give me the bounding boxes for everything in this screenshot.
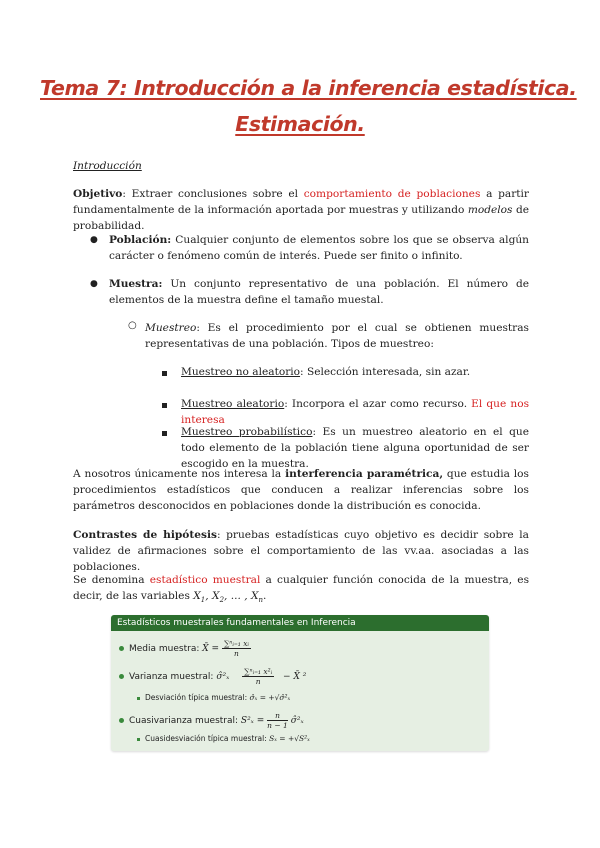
muestreo-paragraph	[145, 320, 529, 352]
interferencia-paragraph	[73, 466, 529, 514]
item-formula: σ̂²ₓ	[216, 672, 230, 682]
section-heading-introduccion: Introducción	[73, 160, 142, 172]
estadisticos-box	[111, 615, 489, 751]
poblacion-text: Cualquier conjunto de elementos sobre los que se observa algún carácter o fenómeno común de interés. Puede ser finito o infinito.	[109, 234, 529, 262]
frac-den: n	[255, 677, 261, 686]
box-item-varianza	[119, 667, 306, 686]
interferencia-text-2: que estudia los procedimientos estadísticos que conducen a realizar inferencias sobre los parámetros desconocidos en poblaciones donde la distribución es conocida.	[73, 468, 529, 512]
item-formula: Sₓ = +√S²ₓ	[269, 734, 310, 743]
item-formula: S²ₓ =	[240, 716, 265, 726]
item-extra: σ̂²ₓ	[290, 716, 304, 726]
var-x: X	[193, 590, 201, 602]
tipo-label: Muestreo no aleatorio	[181, 366, 301, 378]
sub-2: 2	[219, 596, 225, 605]
tipo-note: El que nos interesa	[181, 398, 530, 426]
frac-den: n	[234, 649, 239, 658]
sub-1: 1	[200, 596, 206, 605]
tipo-label: Muestreo aleatorio	[181, 398, 285, 410]
item-label: Cuasidesviación típica muestral:	[145, 734, 267, 743]
estadistico-highlight: estadístico muestral	[149, 574, 261, 586]
tipo-muestreo-item	[181, 364, 529, 380]
tipo-muestreo-item	[181, 424, 529, 472]
variables-formula	[193, 590, 264, 605]
bullet-dot-icon: ●	[90, 279, 98, 289]
objetivo-text-2: a partir fundamentalmente de la información aportada por muestras y utilizando	[73, 188, 529, 216]
page-title: Tema 7: Introducción a la inferencia estadística.	[40, 76, 577, 100]
item-label: Desviación típica muestral:	[145, 693, 248, 702]
box-item-cuasidesviacion	[137, 734, 310, 743]
tipo-text: : Selección interesada, sin azar.	[300, 366, 471, 378]
green-bullet-icon	[119, 718, 124, 723]
var-x: X	[212, 590, 220, 602]
sep: , ... ,	[224, 590, 251, 602]
frac-num: n	[267, 711, 288, 721]
muestra-text: Un conjunto representativo de una población. El número de elementos de la muestra define el tamaño muestal.	[109, 278, 529, 306]
poblacion-label: Población:	[109, 234, 172, 246]
item-label: Cuasivarianza muestral:	[129, 716, 239, 726]
objetivo-text-3: de probabilidad.	[73, 204, 529, 232]
item-formula: X̄ =	[202, 644, 220, 654]
bullet-dot-icon: ●	[90, 235, 98, 245]
sep: ,	[205, 590, 213, 602]
item-fraction	[242, 667, 274, 686]
tipo-label: Muestreo probabilístico	[181, 426, 313, 438]
objetivo-label: Objetivo	[73, 188, 123, 200]
box-item-desviacion	[137, 693, 290, 702]
contrastes-label: Contrastes de hipótesis	[73, 529, 217, 541]
green-bullet-icon	[119, 674, 124, 679]
contrastes-paragraph	[73, 527, 529, 575]
item-extra: − X̄ ²	[283, 672, 307, 682]
box-item-media	[119, 639, 251, 658]
var-x: X	[250, 590, 259, 602]
estadistico-text: Se denomina	[73, 574, 150, 586]
muestra-label: Muestra:	[109, 278, 163, 290]
estadistico-text-2: a cualquier función conocida de la muestra, es decir, de las variables	[73, 574, 530, 602]
tipo-text: : Es un muestreo aleatorio en el que todo elemento de la población tiene alguna oportunidad de ser escogido en la muestra.	[181, 426, 529, 470]
frac-num: ∑ⁿᵢ₌₁ xᵢ	[223, 639, 249, 648]
page-subtitle: Estimación.	[235, 112, 365, 136]
green-bullet-icon	[119, 646, 124, 651]
muestra-paragraph	[109, 276, 529, 308]
item-label: Varianza muestral:	[129, 672, 214, 682]
bullet-square-icon	[162, 371, 167, 376]
box-item-cuasivarianza	[119, 711, 304, 730]
bullet-circle-icon: ○	[128, 320, 137, 331]
interferencia-bold: interferencia paramétrica,	[285, 468, 444, 480]
item-label: Media muestra:	[129, 644, 200, 654]
muestreo-label: Muestreo	[145, 322, 197, 334]
objetivo-italic: modelos	[467, 204, 513, 216]
estadistico-paragraph: Se denomina estadístico muestral a cualquier función conocida de la muestra, es decir, de las variables $X_1$, $X_2$, ... , $X_n$.	[73, 574, 530, 605]
frac-den: n − 1	[267, 721, 288, 730]
interferencia-text: A nosotros únicamente nos interesa la	[73, 468, 286, 480]
frac-num: ∑ⁿᵢ₌₁ x²ᵢ	[244, 667, 273, 676]
tipo-text: : Incorpora el azar como recurso.	[284, 398, 472, 410]
item-fraction	[222, 639, 251, 658]
contrastes-text: : pruebas estadísticas cuyo objetivo es decidir sobre la validez de afirmaciones sobre el comportamiento de las vv.aa. asociadas a las poblaciones.	[73, 529, 529, 573]
item-formula: σ̂ₓ = +√σ̂²ₓ	[249, 693, 291, 702]
muestreo-text: : Es el procedimiento por el cual se obtienen muestras representativas de una población. Tipos de muestreo:	[145, 322, 529, 350]
item-fraction	[267, 711, 288, 730]
bullet-square-icon	[162, 403, 167, 408]
objetivo-paragraph	[73, 186, 529, 234]
green-square-icon	[137, 738, 140, 741]
bullet-square-icon	[162, 431, 167, 436]
green-square-icon	[137, 697, 140, 700]
objetivo-text: : Extraer conclusiones sobre el	[122, 188, 304, 200]
poblacion-paragraph	[109, 232, 529, 264]
sub-n: n	[258, 596, 264, 605]
objetivo-highlight: comportamiento de poblaciones	[303, 188, 481, 200]
box-title: Estadísticos muestrales fundamentales en Inferencia	[111, 615, 489, 631]
